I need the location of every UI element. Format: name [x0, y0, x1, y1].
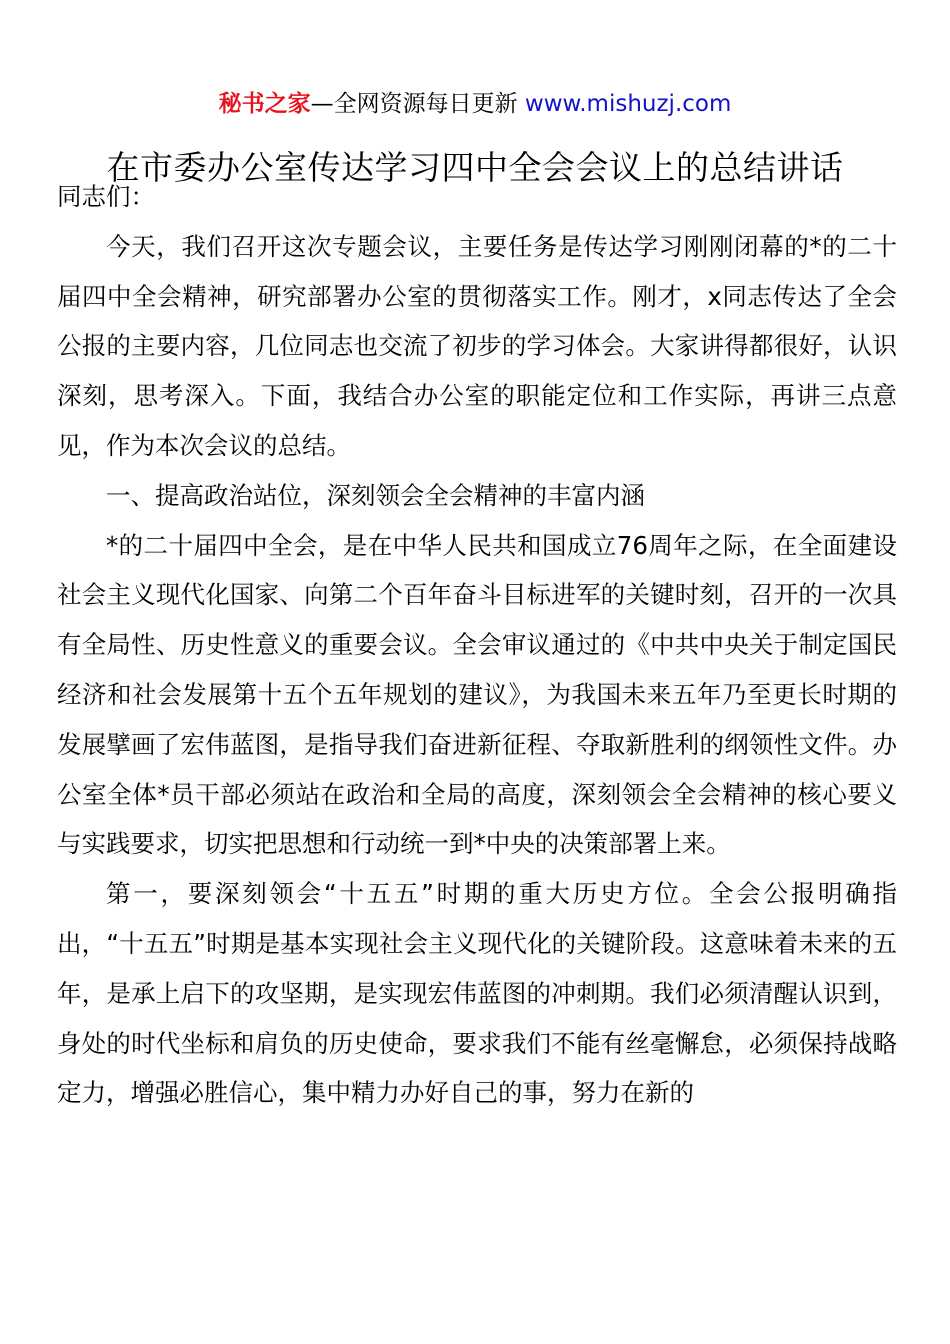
- site-brand: 秘书之家: [218, 91, 311, 117]
- paragraph-intro: 今天，我们召开这次专题会议，主要任务是传达学习刚刚闭幕的*的二十届四中全会精神，研究部署办公室的贯彻落实工作。刚才，x同志传达了全会公报的主要内容，几位同志也交流了初步的学习体会。大家讲得都很好，认识深刻，思考深入。下面，我结合办公室的职能定位和工作实际，再讲三点意见，作为本次会议的总结。: [57, 231, 897, 460]
- document-body: [57, 172, 897, 1118]
- paragraph-section-1-a: *的二十届四中全会，是在中华人民共和国成立76周年之际，在全面建设社会主义现代化国家、向第二个百年奋斗目标进军的关键时刻，召开的一次具有全局性、历史性意义的重要会议。全会审议通过的《中共中央关于制定国民经济和社会发展第十五个五年规划的建议》，为我国未来五年乃至更长时期的发展擘画了宏伟蓝图，是指导我们奋进新征程、夺取新胜利的纲领性文件。办公室全体*员干部必须站在政治和全局的高度，深刻领会全会精神的核心要义与实践要求，切实把思想和行动统一到*中央的决策部署上来。: [57, 530, 897, 859]
- paragraph-section-1-b: 第一，要深刻领会“十五五”时期的重大历史方位。全会公报明确指出，“十五五”时期是基本实现社会主义现代化的关键阶段。这意味着未来的五年，是承上启下的攻坚期，是实现宏伟蓝图的冲刺期。我们必须清醒认识到，身处的时代坐标和肩负的历史使命，要求我们不能有丝毫懈怠，必须保持战略定力，增强必胜信心，集中精力办好自己的事，努力在新的: [57, 879, 897, 1108]
- header-separator: —: [310, 91, 334, 117]
- salutation: 同志们：: [57, 182, 155, 211]
- site-header: [0, 86, 950, 122]
- header-tagline: 全网资源每日更新: [333, 91, 525, 117]
- section-heading-1: 一、提高政治站位，深刻领会全会精神的丰富内涵: [106, 480, 645, 510]
- site-url-link[interactable]: www.mishuzj.com: [524, 91, 732, 117]
- document-title: 在市委办公室传达学习四中全会会议上的总结讲话: [106, 148, 844, 187]
